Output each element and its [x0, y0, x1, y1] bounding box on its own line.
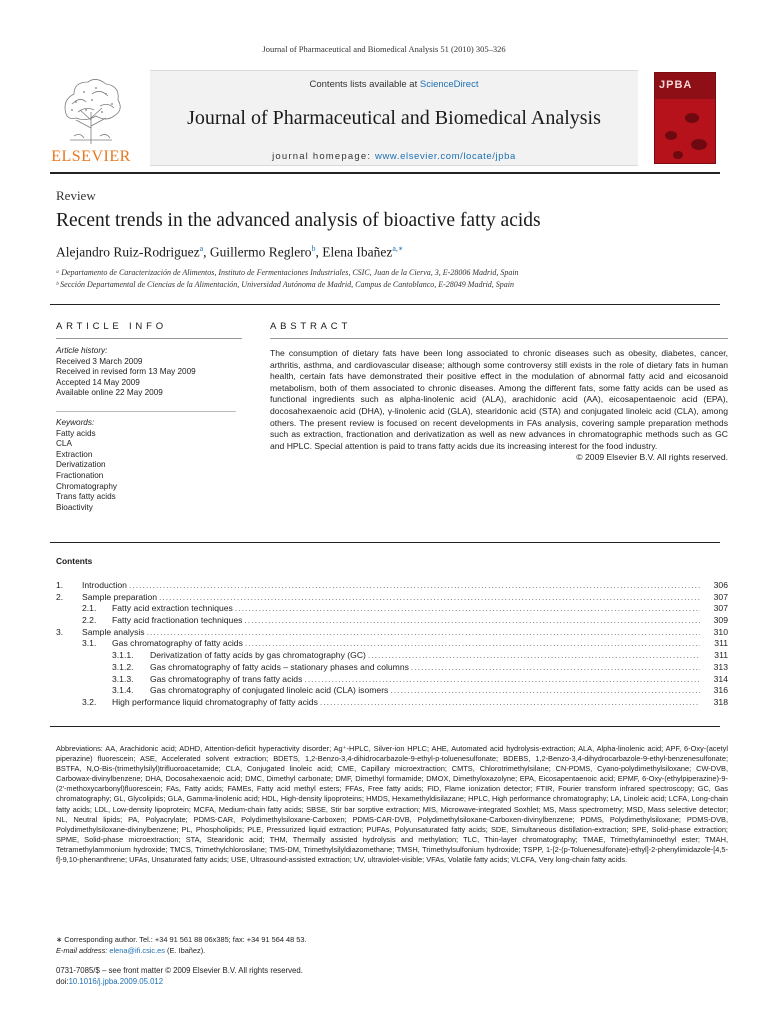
- toc-page: 311: [714, 650, 728, 661]
- masthead-rule: [50, 172, 720, 174]
- masthead-banner: [150, 70, 638, 166]
- keyword-item: Chromatography: [56, 481, 117, 491]
- toc-entry[interactable]: [56, 674, 728, 686]
- history-received: Received 3 March 2009: [56, 356, 143, 366]
- author-name[interactable]: Guillermo Reglero: [209, 244, 312, 260]
- elsevier-tree-icon: [56, 74, 126, 146]
- keyword-item: Fatty acids: [56, 428, 96, 438]
- toc-page: 309: [713, 615, 728, 626]
- toc-leader: [244, 615, 700, 625]
- abstract-text: The consumption of dietary fats have been long associated to chronic diseases such as obesity, diabetes, cancer, arthritis, asthma, and cardiovascular disease; although some controversy still exists in the role of dietary fats in human health, certain fats have demonstrated their positive effect in the modulation of abnormal fatty acid and eicosanoid metabolism, both of them associated to chronic diseases. Among the different fats, some fatty acids can be used as functional ingredients such as alpha-linolenic acid (ALA), arachidonic acid (AA), eicosapentaenoic acid (EPA), docosahexaenoic acid (DHA), γ-linolenic acid (GLA), stearidonic acid (STA) and conjugated linoleic acid (CLA), among others. The present review is focused on recent developments in FAs analysis, covering sample preparation methods such as extraction, fractionation and derivatization as well as new advances in chromatographic methods such as GC and HPLC. Special attention is paid to trans fatty acids due its increasing interest for the food industry.: [270, 348, 728, 451]
- journal-title: Journal of Pharmaceutical and Biomedical Analysis: [187, 107, 601, 129]
- toc-title: Gas chromatography of fatty acids: [112, 638, 243, 649]
- sciencedirect-link[interactable]: ScienceDirect: [419, 79, 479, 90]
- toc-page: 311: [714, 638, 728, 649]
- toc-leader: [147, 627, 700, 637]
- toc-title: Gas chromatography of conjugated linoleic acid (CLA) isomers: [150, 685, 389, 696]
- keyword-item: Trans fatty acids: [56, 492, 116, 502]
- abbreviations-footnote: Abbreviations: AA, Arachidonic acid; ADHD, Attention-deficit hyperactivity disorder; Ag⁺-HPLC, Silver-ion HPLC; AHE, Automated acid hydrolysis-extraction; ALA, Alpha-linolenic acid; APF, 6-Oxy-(acetyl piperazine) fluorescein; ASE, Accelerated solvent extraction; BDETS, 1,2-Benzo-3,4-dihidrocarbazole-9-ethyl-p-toluenesulfonate; BDEBS, 1,2-Benzo-3,4-dihydrocarbazole-9-ethyl-benzenesulfonate; BSTFA, N,O-Bis-(trimethylsilyl)trifluoroacetamide; CLA, Conjugated linoleic acid; CME, Capillary microextraction; CMTS, Chlorotrimethylsilane; CN-PDMS, Cyano-polydimethylsiloxane; CW-DVB, Carbowax-divinylbenzene; DHA, Docosahexaenoic acid; DMC, Dimethyl carbonate; DMF, Dimethyl formamide; DMOX, Dimethyloxazolyne; EPA, Eicosapentaenoic acid; EPMF, 6-Oxy-(ethylpiperazine)-9-(2′-methoxycarbonyl)fluorescein; FAs, Fatty acids; FAMEs, Fatty acid methyl esters; FFAs, Free fatty acids; FID, Flame ionization detector; FTIR, Fourier transform infrared spectroscopy; GC, Gas chromatography; GL, Glycolipids; GLA, Gamma-linolenic acid; HDL, High-density lipoproteins; HMDS, Hexamethyldisilazane; HPLC, High performance chromatography; LA, Linoleic acid; LCFA, Long-chain fatty acids; LDL, Low-density lipoprotein; MCFA, Medium-chain fatty acids; SBSE, Stir bar sorptive extraction; MIS, Microwave-integrated Soxhlet; MS, Mass spectrometry; MSD, Mass selective detector; NL, Neutral lipids; PA, Polyacrylate; PDMS-CAR, Polydimethylsiloxane-Carboxen; PDMS-CAR-DVB, Polydimethylsiloxane-Carboxen-divinylbenzene; PDMS, Polydimethylsiloxane; PDMS-DVB, Polydimethylsiloxane-divinylbenzene; PL, Phospholipids; PLE, Pressurized liquid extraction; PUFAs, Polyunsaturated fatty acids; SDE, Simultaneous distillation-extraction; SPE, Solid-phase extraction; SPME, Solid-phase microextraction; STA, Stearidonic acid; THM, Thermally assisted hydrolysis and methylation; TLC, Thin-layer chromatography; TMAE, Trimethylaminoethyl ester; TMAH, Tetramethylammonium hydroxide; TMCS, Trimethylchlorosilane; TMS-DM, Trimethylsilyldiazomethane; TMSH, Trimethylsulfonium hydroxide; TSPP, 1-[2-(p-Toluenesulfonate)-ethyl]-2-phenylimidazole-[4,5-f]-9,10-phenanthrene; UFAs, Unsaturated fatty acids; USE, Ultrasound-assisted extraction; UV, ultraviolet-visible; VFAs, Volatile fatty acids; VLCFA, Very long-chain fatty acids.: [56, 744, 728, 865]
- toc-page: 313: [713, 661, 728, 672]
- abstract-body: [270, 348, 728, 464]
- toc-page: 306: [713, 580, 728, 590]
- toc-number: 2.2.: [82, 615, 97, 626]
- keywords-label: Keywords:: [56, 417, 95, 427]
- cover-graphic: [673, 151, 683, 159]
- toc-leader: [245, 638, 700, 648]
- toc-page: 307: [713, 603, 728, 614]
- toc-number: 3.1.4.: [112, 685, 134, 696]
- article-info: [56, 346, 236, 513]
- toc-title: High performance liquid chromatography of fatty acids: [112, 696, 318, 707]
- affiliation-b: ᵇ Sección Departamental de Ciencias de la Alimentación, Universidad Autónoma de Madrid, Campus de Cantoblanco, E-28049 Madrid, Spain: [56, 280, 515, 289]
- cover-graphic: [691, 139, 707, 150]
- toc-leader: [129, 580, 700, 590]
- author-affiliation-mark[interactable]: a,∗: [392, 244, 404, 253]
- toc-entry[interactable]: [56, 662, 728, 674]
- email-label: E-mail address:: [56, 946, 110, 955]
- toc-title: Fatty acid extraction techniques: [112, 603, 233, 614]
- author-list: [56, 244, 403, 261]
- history-revised: Received in revised form 13 May 2009: [56, 367, 196, 377]
- toc-title: Sample preparation: [82, 591, 158, 602]
- header-rule: [50, 304, 720, 305]
- homepage-link[interactable]: www.elsevier.com/locate/jpba: [375, 151, 516, 162]
- doi-line: [56, 977, 163, 986]
- info-heading-rule: [56, 338, 242, 339]
- toc-title: Introduction: [82, 580, 127, 590]
- toc-entry[interactable]: [56, 627, 728, 639]
- toc-page: 318: [713, 696, 728, 707]
- toc-number: 3.2.: [82, 696, 97, 707]
- toc-entry[interactable]: [56, 615, 728, 627]
- toc-leader: [235, 603, 700, 613]
- toc-title: Fatty acid fractionation techniques: [112, 615, 243, 626]
- corresponding-author-note: ∗ Corresponding author. Tel.: +34 91 561 88 06x385; fax: +34 91 564 48 53.: [56, 935, 307, 944]
- toc-number: 3.1.1.: [112, 650, 134, 661]
- toc-page: 314: [713, 673, 728, 684]
- author-name[interactable]: Elena Ibañez: [322, 244, 393, 260]
- toc-leader: [320, 697, 700, 707]
- toc-entry[interactable]: [56, 592, 728, 604]
- contents-bottom-rule: [50, 726, 720, 727]
- toc-number: 3.: [56, 626, 64, 637]
- keyword-item: Bioactivity: [56, 502, 93, 512]
- toc-entry[interactable]: [56, 685, 728, 697]
- toc-title: Gas chromatography of trans fatty acids: [150, 673, 303, 684]
- article-info-heading: ARTICLE INFO: [56, 321, 167, 332]
- toc-page: 310: [713, 626, 728, 637]
- article-type: Review: [56, 188, 96, 203]
- toc-number: 3.1.3.: [112, 673, 134, 684]
- toc-page: 316: [713, 685, 728, 696]
- author-separator: ,: [203, 244, 210, 260]
- journal-cover-thumbnail[interactable]: [654, 72, 716, 164]
- cover-graphic: [685, 113, 699, 123]
- cover-title: JPBA: [659, 79, 693, 91]
- email-suffix: (E. Ibañez).: [164, 946, 206, 955]
- toc-title: Gas chromatography of fatty acids – stationary phases and columns: [150, 661, 409, 672]
- contents-prefix: Contents lists available at: [309, 79, 420, 90]
- journal-citation: Journal of Pharmaceutical and Biomedical Analysis 51 (2010) 305–326: [262, 44, 506, 54]
- issn-line: 0731-7085/$ – see front matter © 2009 Elsevier B.V. All rights reserved.: [56, 966, 303, 975]
- contents-available-line: [150, 79, 638, 90]
- toc-leader: [159, 592, 700, 602]
- keyword-item: Fractionation: [56, 470, 104, 480]
- toc-number: 3.1.2.: [112, 661, 134, 672]
- keyword-item: Derivatization: [56, 460, 106, 470]
- keyword-item: Extraction: [56, 449, 93, 459]
- abstract-copyright: © 2009 Elsevier B.V. All rights reserved.: [576, 452, 728, 463]
- toc-leader: [411, 662, 700, 672]
- toc-number: 2.1.: [82, 603, 97, 614]
- homepage-prefix: journal homepage:: [272, 151, 376, 162]
- toc-entry[interactable]: [56, 650, 728, 662]
- email-note: [56, 946, 205, 955]
- table-of-contents: [56, 580, 728, 709]
- author-affiliation-mark[interactable]: a: [199, 244, 204, 253]
- affiliation-a: ᵃ Departamento de Caracterización de Alimentos, Instituto de Fermentaciones Industriales, CSIC, Juan de la Cierva, 3, E-28006 Madrid, Spain: [56, 268, 519, 277]
- history-online: Available online 22 May 2009: [56, 388, 163, 398]
- toc-title: Derivatization of fatty acids by gas chromatography (GC): [150, 650, 366, 661]
- history-accepted: Accepted 14 May 2009: [56, 377, 140, 387]
- elsevier-logo[interactable]: [50, 70, 132, 166]
- toc-leader: [304, 674, 700, 684]
- doi-label: doi:: [56, 977, 69, 986]
- toc-entry[interactable]: [56, 580, 728, 592]
- toc-title: Sample analysis: [82, 626, 145, 637]
- toc-leader: [368, 650, 700, 660]
- toc-entry[interactable]: [56, 697, 728, 709]
- toc-leader: [390, 685, 700, 695]
- keyword-item: CLA: [56, 439, 72, 449]
- toc-number: 1.: [56, 580, 64, 590]
- author-separator: ,: [315, 244, 323, 260]
- author-affiliation-mark[interactable]: b: [311, 244, 316, 253]
- toc-number: 2.: [56, 591, 64, 602]
- masthead: [50, 70, 720, 166]
- toc-entry[interactable]: [56, 603, 728, 615]
- toc-number: 3.1.: [82, 638, 97, 649]
- cover-graphic: [665, 131, 677, 140]
- toc-entry[interactable]: [56, 638, 728, 650]
- contents-heading: Contents: [56, 556, 93, 566]
- author-name[interactable]: Alejandro Ruiz-Rodriguez: [56, 244, 200, 260]
- history-label: Article history:: [56, 346, 108, 355]
- abstract-heading-rule: [270, 338, 728, 339]
- abstract-heading: ABSTRACT: [270, 321, 352, 332]
- contents-top-rule: [50, 542, 720, 543]
- doi-link[interactable]: 10.1016/j.jpba.2009.05.012: [68, 977, 164, 986]
- info-divider: [56, 399, 236, 412]
- toc-page: 307: [713, 591, 728, 602]
- email-link[interactable]: elena@ifi.csic.es: [109, 946, 165, 955]
- article-title: Recent trends in the advanced analysis of bioactive fatty acids: [56, 210, 541, 231]
- journal-homepage-line: [150, 151, 638, 162]
- elsevier-wordmark: ELSEVIER: [51, 148, 131, 165]
